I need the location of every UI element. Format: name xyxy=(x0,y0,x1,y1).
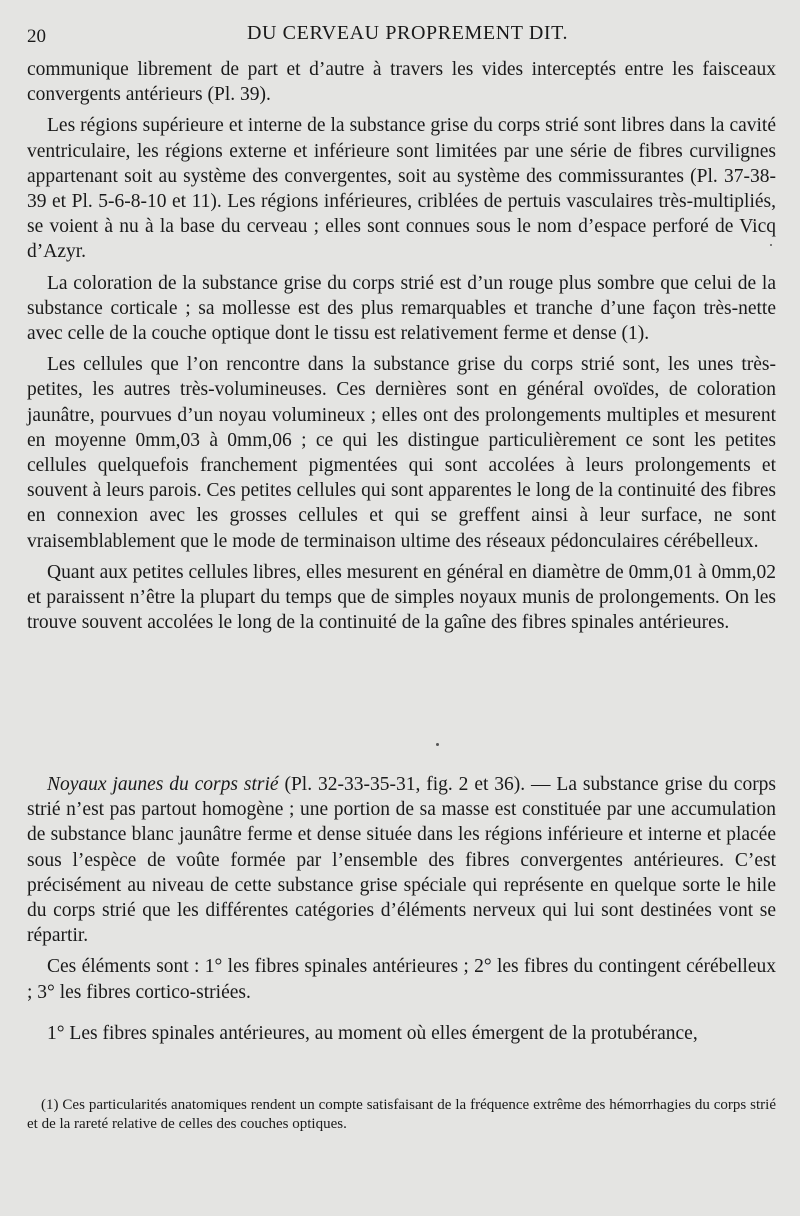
paragraph-2: Les régions supérieure et interne de la substance grise du corps strié sont libres dans la cavité ventriculaire, les régions externe et inférieure sont limitées par une série de fibres curvilignes appartenant soit au système des convergentes, soit au système des commissurantes (Pl. 37-38-39 et Pl. 5-6-8-10 et 11). Les régions inférieures, criblées de pertuis vasculaires très-multipliés, se voient à nu à la base du cerveau ; elles sont connues sous le nom d’espace perforé de Vicq d’Azyr. xyxy=(27,115,776,263)
body-text-upper xyxy=(27,57,776,635)
paragraph-1: communique librement de part et d’autre à travers les vides interceptés entre les faisceaux convergents antérieurs (Pl. 39). xyxy=(27,59,776,106)
paragraph-5: Quant aux petites cellules libres, elles mesurent en général en diamètre de 0mm,01 à 0mm,02 et paraissent n’être la plupart du temps que de simples noyaux munis de prolongements. On les trouve souvent accolées le long de la continuité de la gaîne des fibres spinales antérieures. xyxy=(27,561,776,634)
running-title: DU CERVEAU PROPREMENT DIT. xyxy=(247,22,569,44)
section-paragraph xyxy=(27,772,776,948)
paragraph-4: Les cellules que l’on rencontre dans la substance grise du corps strié sont, les unes très-petites, les autres très-volumineuses. Ces dernières sont en général ovoïdes, de coloration jaunâtre, pourvues d’un noyau volumineux ; elles ont des prolongements multiples et mesurent en moyenne 0mm,03 à 0mm,06 ; ce qui les distingue particulièrement ce sont les petites cellules quelquefois franchement pigmentées qui sont accolées à leurs prolongements et souvent à leurs parois. Ces petites cellules qui sont apparentes le long de la continuité des fibres en connexion avec les grosses cellules et qui se greffent ainsi à leur surface, ne sont vraisemblablement que le mode de terminaison ultime des réseaux pédonculaires cérébelleux. xyxy=(27,354,776,552)
body-text-lower xyxy=(27,772,776,1046)
print-speck xyxy=(770,244,772,246)
print-speck xyxy=(436,743,439,746)
footnote xyxy=(27,1096,776,1134)
paragraph-8: 1° Les fibres spinales antérieures, au moment où elles émergent de la protubérance, xyxy=(47,1022,698,1044)
page-number: 20 xyxy=(27,26,46,47)
paragraph-6: (Pl. 32-33-35-31, fig. 2 et 36). — La substance grise du corps strié n’est pas partout homogène ; une portion de sa masse est constituée par une accumulation de substance blanc jaunâtre ferme et dense située dans les régions inférieure et interne et placée sous l’espèce de voûte formée par l’ensemble des fibres convergentes antérieures. C’est précisément au niveau de cette substance grise spéciale qui représente en quelque sorte le hile du corps strié que les différentes catégories d’éléments nerveux qui lui sont destinées vont se répartir. xyxy=(27,774,777,947)
page-header xyxy=(27,22,773,52)
paragraph-3: La coloration de la substance grise du corps strié est d’un rouge plus sombre que celui de la substance corticale ; sa mollesse est des plus remarquables et tranche d’une façon très-nette avec celle de la couche optique dont le tissu est relativement ferme et dense (1). xyxy=(27,272,776,345)
footnote-text: (1) Ces particularités anatomiques rendent un compte satisfaisant de la fréquence extrême des hémorrhagies du corps strié et de la rareté relative de celles des couches optiques. xyxy=(27,1097,776,1132)
section-title: Noyaux jaunes du corps strié xyxy=(47,774,279,795)
paragraph-7: Ces éléments sont : 1° les fibres spinales antérieures ; 2° les fibres du contingent cérébelleux ; 3° les fibres cortico-striées. xyxy=(27,956,776,1003)
